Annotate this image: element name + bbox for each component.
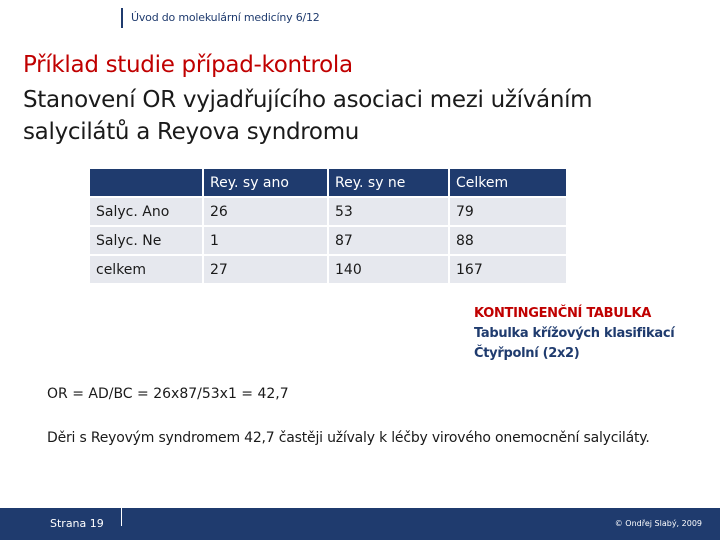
table-header-cell: [90, 169, 204, 198]
table-cell: Salyc. Ano: [90, 198, 204, 227]
slide-title: Příklad studie případ-kontrola: [23, 52, 353, 78]
table-cell: 53: [329, 198, 450, 227]
note-line: Tabulka křížových klasifikací: [474, 326, 675, 341]
table-row: [90, 256, 568, 285]
note-heading: KONTINGENČNÍ TABULKA: [474, 306, 652, 321]
table-cell: 88: [450, 227, 568, 256]
table-cell: 167: [450, 256, 568, 285]
page-number: Strana 19: [50, 517, 104, 530]
note-line: Čtyřpolní (2x2): [474, 346, 580, 361]
table-cell: 140: [329, 256, 450, 285]
footer-bar: [0, 508, 720, 540]
slide-subtitle: Stanovení OR vyjadřujícího asociaci mezi užíváním salycilátů a Reyova syndromu: [23, 87, 593, 145]
table-cell: Salyc. Ne: [90, 227, 204, 256]
table-cell: 26: [204, 198, 329, 227]
table-row: [90, 198, 568, 227]
footer-divider: [121, 508, 122, 526]
table-header-row: [90, 169, 568, 198]
table-header-cell: Celkem: [450, 169, 568, 198]
table-header-cell: Rey. sy ne: [329, 169, 450, 198]
course-title: Úvod do molekulární medicíny 6/12: [131, 11, 320, 24]
table-cell: 27: [204, 256, 329, 285]
table-cell: 79: [450, 198, 568, 227]
conclusion-text: Děri s Reyovým syndromem 42,7 častěji užívaly k léčby virového onemocnění salyciláty.: [47, 430, 650, 446]
table-cell: celkem: [90, 256, 204, 285]
copyright-text: © Ondřej Slabý, 2009: [614, 519, 702, 528]
table-cell: 87: [329, 227, 450, 256]
table-cell: 1: [204, 227, 329, 256]
table-row: [90, 227, 568, 256]
contingency-table: [90, 169, 568, 285]
table-note: [474, 304, 674, 364]
header-divider: [121, 8, 123, 28]
or-formula: OR = AD/BC = 26x87/53x1 = 42,7: [47, 386, 289, 402]
table-header-cell: Rey. sy ano: [204, 169, 329, 198]
